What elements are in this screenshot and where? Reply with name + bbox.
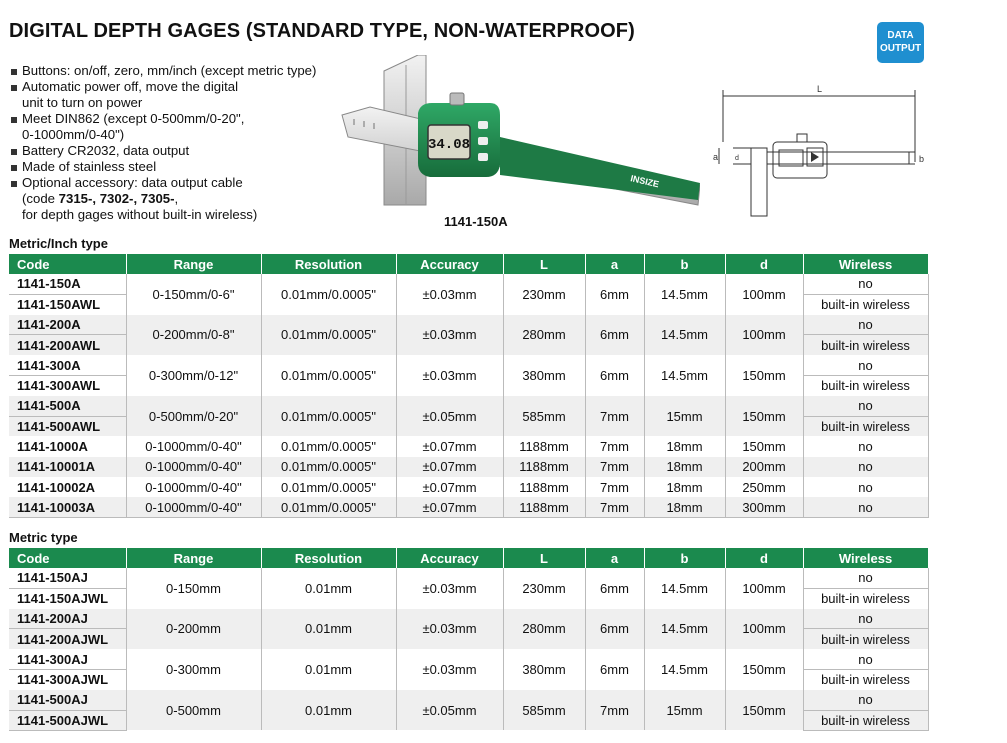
col-header-b: b: [644, 254, 725, 274]
cell-wireless: built-in wireless: [803, 588, 928, 608]
cell-resolution: 0.01mm/0.0005": [261, 274, 396, 315]
col-header-d: d: [725, 548, 803, 568]
feature-item: Battery CR2032, data output: [10, 143, 355, 159]
cell-resolution: 0.01mm/0.0005": [261, 477, 396, 497]
col-header-resolution: Resolution: [261, 548, 396, 568]
cell-wireless: no: [803, 497, 928, 517]
metric-table: [9, 548, 929, 731]
cell-a: 7mm: [585, 497, 644, 517]
cell-wireless: no: [803, 355, 928, 375]
cell-a: 6mm: [585, 355, 644, 396]
cell-code: 1141-150A: [9, 274, 126, 294]
cell-accuracy: ±0.07mm: [396, 457, 503, 477]
cell-L: 230mm: [503, 274, 585, 315]
cell-d: 150mm: [725, 436, 803, 456]
feature-item-continued: unit to turn on power: [22, 95, 143, 110]
product-caption: 1141-150A: [444, 214, 508, 229]
cell-wireless: no: [803, 477, 928, 497]
feature-codes: 7315-, 7302-, 7305-: [58, 191, 175, 206]
cell-range: 0-1000mm/0-40": [126, 436, 261, 456]
brand-logo: INSIZE: [629, 173, 661, 190]
cell-code: 1141-200A: [9, 315, 126, 335]
cell-range: 0-300mm: [126, 649, 261, 690]
col-header-d: d: [725, 254, 803, 274]
cell-d: 100mm: [725, 274, 803, 315]
table-row: [9, 396, 928, 416]
cell-code: 1141-300AWL: [9, 375, 126, 395]
dimension-a: a: [713, 152, 719, 162]
cell-code: 1141-500AJWL: [9, 710, 126, 730]
table-row: [9, 649, 928, 669]
cell-resolution: 0.01mm: [261, 649, 396, 690]
cell-a: 7mm: [585, 396, 644, 437]
table-row: [9, 477, 928, 497]
cell-wireless: built-in wireless: [803, 375, 928, 395]
table-row: [9, 690, 928, 710]
feature-item: Buttons: on/off, zero, mm/inch (except metric type): [10, 63, 355, 79]
cell-d: 150mm: [725, 690, 803, 731]
cell-resolution: 0.01mm/0.0005": [261, 436, 396, 456]
cell-L: 1188mm: [503, 457, 585, 477]
cell-b: 14.5mm: [644, 609, 725, 650]
metric-inch-table: [9, 254, 929, 518]
badge-line-2: OUTPUT: [879, 43, 922, 54]
cell-d: 150mm: [725, 649, 803, 690]
cell-L: 380mm: [503, 355, 585, 396]
cell-wireless: no: [803, 396, 928, 416]
cell-b: 18mm: [644, 436, 725, 456]
cell-d: 150mm: [725, 355, 803, 396]
cell-resolution: 0.01mm: [261, 568, 396, 609]
cell-code: 1141-500A: [9, 396, 126, 416]
cell-resolution: 0.01mm: [261, 609, 396, 650]
badge-line-1: DATA: [887, 30, 914, 41]
cell-b: 14.5mm: [644, 355, 725, 396]
cell-b: 14.5mm: [644, 649, 725, 690]
feature-code-suffix: ,: [174, 191, 179, 206]
cell-b: 14.5mm: [644, 274, 725, 315]
cell-resolution: 0.01mm/0.0005": [261, 315, 396, 356]
feature-item-continued: [10, 191, 355, 207]
cell-code: 1141-200AJ: [9, 609, 126, 629]
cell-L: 1188mm: [503, 477, 585, 497]
cell-L: 585mm: [503, 396, 585, 437]
feature-code-prefix: (code: [22, 191, 59, 206]
cell-a: 6mm: [585, 274, 644, 315]
cell-a: 6mm: [585, 609, 644, 650]
table-row: [9, 436, 928, 456]
cell-resolution: 0.01mm/0.0005": [261, 497, 396, 517]
cell-wireless: no: [803, 274, 928, 294]
col-header-range: Range: [126, 548, 261, 568]
cell-b: 18mm: [644, 477, 725, 497]
cell-range: 0-1000mm/0-40": [126, 457, 261, 477]
cell-accuracy: ±0.03mm: [396, 355, 503, 396]
cell-code: 1141-300AJ: [9, 649, 126, 669]
cell-accuracy: ±0.03mm: [396, 649, 503, 690]
table-row: [9, 457, 928, 477]
cell-range: 0-500mm: [126, 690, 261, 731]
cell-L: 380mm: [503, 649, 585, 690]
col-header-code: Code: [9, 254, 126, 274]
feature-item-continued: 0-1000mm/0-40"): [22, 127, 125, 142]
cell-d: 100mm: [725, 609, 803, 650]
dimension-b: b: [919, 154, 925, 164]
col-header-code: Code: [9, 548, 126, 568]
cell-code: 1141-500AWL: [9, 416, 126, 436]
cell-range: 0-500mm/0-20": [126, 396, 261, 437]
feature-item: Made of stainless steel: [10, 159, 355, 175]
cell-b: 15mm: [644, 396, 725, 437]
cell-L: 585mm: [503, 690, 585, 731]
cell-wireless: no: [803, 436, 928, 456]
col-header-b: b: [644, 548, 725, 568]
cell-code: 1141-200AJWL: [9, 629, 126, 649]
col-header-L: L: [503, 548, 585, 568]
feature-item: Meet DIN862 (except 0-500mm/0-20",: [10, 111, 355, 127]
feature-item: Automatic power off, move the digital: [10, 79, 355, 95]
cell-b: 18mm: [644, 457, 725, 477]
cell-b: 14.5mm: [644, 315, 725, 356]
cell-d: 200mm: [725, 457, 803, 477]
cell-a: 6mm: [585, 568, 644, 609]
cell-d: 300mm: [725, 497, 803, 517]
cell-range: 0-200mm/0-8": [126, 315, 261, 356]
cell-wireless: no: [803, 568, 928, 588]
cell-range: 0-200mm: [126, 609, 261, 650]
cell-a: 7mm: [585, 477, 644, 497]
cell-wireless: built-in wireless: [803, 294, 928, 314]
cell-range: 0-1000mm/0-40": [126, 497, 261, 517]
cell-wireless: no: [803, 609, 928, 629]
table-row: [9, 568, 928, 588]
cell-wireless: no: [803, 690, 928, 710]
table-row: [9, 609, 928, 629]
cell-code: 1141-1000A: [9, 436, 126, 456]
cell-d: 150mm: [725, 396, 803, 437]
lcd-readout: 34.08: [427, 137, 471, 153]
cell-accuracy: ±0.03mm: [396, 609, 503, 650]
cell-range: 0-1000mm/0-40": [126, 477, 261, 497]
metric-inch-label: Metric/Inch type: [9, 236, 108, 251]
col-header-accuracy: Accuracy: [396, 548, 503, 568]
cell-accuracy: ±0.03mm: [396, 568, 503, 609]
cell-code: 1141-200AWL: [9, 335, 126, 355]
cell-code: 1141-300A: [9, 355, 126, 375]
cell-wireless: built-in wireless: [803, 710, 928, 730]
cell-resolution: 0.01mm/0.0005": [261, 396, 396, 437]
col-header-range: Range: [126, 254, 261, 274]
col-header-a: a: [585, 548, 644, 568]
dimension-drawing: [713, 82, 930, 222]
cell-wireless: built-in wireless: [803, 629, 928, 649]
cell-code: 1141-10002A: [9, 477, 126, 497]
cell-L: 1188mm: [503, 497, 585, 517]
cell-L: 1188mm: [503, 436, 585, 456]
cell-wireless: no: [803, 315, 928, 335]
cell-wireless: built-in wireless: [803, 335, 928, 355]
table-row: [9, 355, 928, 375]
cell-b: 15mm: [644, 690, 725, 731]
cell-a: 7mm: [585, 690, 644, 731]
cell-code: 1141-300AJWL: [9, 669, 126, 689]
cell-resolution: 0.01mm/0.0005": [261, 457, 396, 477]
data-output-badge: [877, 22, 924, 63]
depth-gage-photo: [340, 55, 700, 215]
cell-code: 1141-500AJ: [9, 690, 126, 710]
col-header-accuracy: Accuracy: [396, 254, 503, 274]
cell-accuracy: ±0.03mm: [396, 274, 503, 315]
cell-a: 6mm: [585, 649, 644, 690]
col-header-a: a: [585, 254, 644, 274]
cell-b: 18mm: [644, 497, 725, 517]
cell-d: 250mm: [725, 477, 803, 497]
dimension-L: L: [817, 84, 823, 94]
cell-accuracy: ±0.05mm: [396, 396, 503, 437]
cell-wireless: built-in wireless: [803, 416, 928, 436]
table-header-row: [9, 254, 928, 274]
page-title: DIGITAL DEPTH GAGES (STANDARD TYPE, NON-WATERPROOF): [9, 20, 635, 42]
cell-a: 7mm: [585, 436, 644, 456]
col-header-resolution: Resolution: [261, 254, 396, 274]
cell-L: 280mm: [503, 609, 585, 650]
cell-accuracy: ±0.07mm: [396, 477, 503, 497]
cell-wireless: built-in wireless: [803, 669, 928, 689]
table-row: [9, 274, 928, 294]
feature-item-continued: for depth gages without built-in wireless): [22, 207, 258, 222]
cell-resolution: 0.01mm/0.0005": [261, 355, 396, 396]
cell-accuracy: ±0.07mm: [396, 436, 503, 456]
table-row: [9, 315, 928, 335]
cell-d: 100mm: [725, 568, 803, 609]
cell-accuracy: ±0.07mm: [396, 497, 503, 517]
col-header-wireless: Wireless: [803, 254, 928, 274]
cell-d: 100mm: [725, 315, 803, 356]
cell-L: 280mm: [503, 315, 585, 356]
cell-b: 14.5mm: [644, 568, 725, 609]
cell-code: 1141-10003A: [9, 497, 126, 517]
cell-wireless: no: [803, 649, 928, 669]
cell-code: 1141-150AWL: [9, 294, 126, 314]
cell-accuracy: ±0.03mm: [396, 315, 503, 356]
cell-range: 0-150mm/0-6": [126, 274, 261, 315]
metric-label: Metric type: [9, 530, 78, 545]
table-row: [9, 497, 928, 517]
feature-list: [10, 63, 355, 223]
cell-a: 7mm: [585, 457, 644, 477]
feature-item: Optional accessory: data output cable: [10, 175, 355, 191]
cell-wireless: no: [803, 457, 928, 477]
table-header-row: [9, 548, 928, 568]
cell-code: 1141-150AJWL: [9, 588, 126, 608]
dimension-d: d: [735, 155, 739, 162]
cell-code: 1141-150AJ: [9, 568, 126, 588]
cell-L: 230mm: [503, 568, 585, 609]
cell-range: 0-300mm/0-12": [126, 355, 261, 396]
cell-resolution: 0.01mm: [261, 690, 396, 731]
cell-a: 6mm: [585, 315, 644, 356]
cell-accuracy: ±0.05mm: [396, 690, 503, 731]
cell-range: 0-150mm: [126, 568, 261, 609]
cell-code: 1141-10001A: [9, 457, 126, 477]
col-header-wireless: Wireless: [803, 548, 928, 568]
col-header-L: L: [503, 254, 585, 274]
